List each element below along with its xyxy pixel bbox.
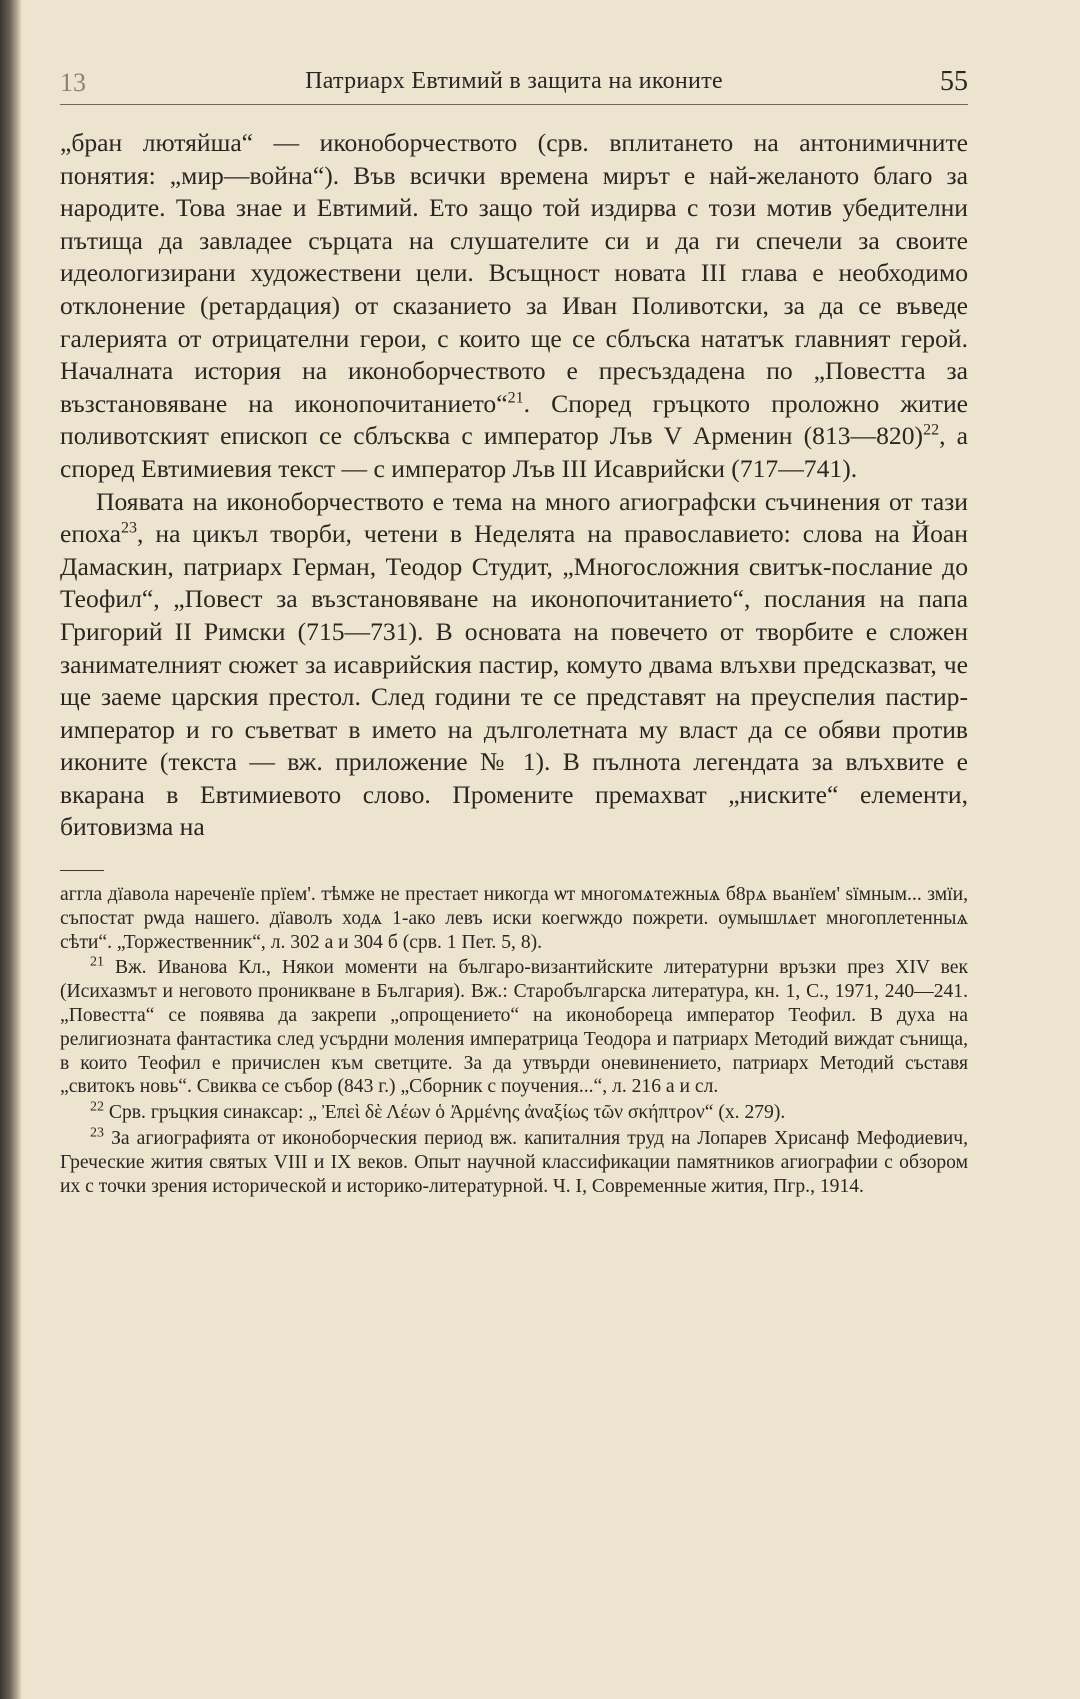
footnote-ref-23: 23 xyxy=(121,519,138,537)
page-number: 55 xyxy=(940,66,968,97)
running-title: Патриарх Евтимий в защита на иконите xyxy=(305,68,723,94)
footnotes xyxy=(60,883,968,1198)
facing-page-number: 13 xyxy=(60,68,86,97)
page-header xyxy=(60,60,968,105)
footnote-23: $^{23}$ За агиографията от иконоборческия период вж. капиталния труд на Лопарев Хрисанф Мефодиевич, Греческие жития святых VIII и IX веков. Опыт научной классификации памятников агиографии с обзором их с точки зрения исторической и историко-литературной. Ч. I, Современные жития, Пгр., 1914. xyxy=(60,1125,968,1197)
book-page xyxy=(60,60,968,1200)
paragraph-continued: „бран лютяйша“ — иконоборчеството (срв. вплитането на антонимичните понятия: „мир—война“). Във всички времена мирът е най-желаното благо за народите. Това знае и Евтимий. Ето защо той издирва с този мотив убедителни пътища да завладее сърцата на слушателите си и да ги спечели за своите идеологизирани художествени цели. Всъщност новата III глава е необходимо отклонение (ретардация) от сказанието за Иван Поливотски, за да се въведе галерията от отрицателни герои, с които ще се сблъска нататък главният герой. Началната история на иконоборчеството е пресъздадена по „Повестта за възстановяване на иконопочитанието“$^{21}$. Според гръцкото проложно житие поливотският епископ се сблъсква с император Лъв V Арменин (813—820)$^{22}$, а според Евтимиевия текст — с император Лъв III Исаврийски (717—741). xyxy=(60,128,968,483)
paragraph: Появата на иконоборчеството е тема на много агиографски съчинения от тази епоха$^{23}$, на цикъл творби, четени в Неделята на православието: слова на Йоан Дамаскин, патриарх Герман, Теодор Студит, „Многосложния свитък-послание до Теофил“, „Повест за възстановяване на иконопочитанието“, послания на папа Григорий II Римски (715—731). В основата на повечето от творбите е сложен занимателният сюжет за исаврийския пастир, комуто двама влъхви предсказват, че ще заеме царския престол. След години те се представят на преуспелия пастир-император и го съветват в името на дълголетната му власт да се обяви против иконите (текста — вж. приложение № 1). В пълнота легендата за влъхвите е вкарана в Евтимиевото слово. Промените премахват „ниските“ елементи, битовизма на xyxy=(60,486,968,842)
book-spine-shadow xyxy=(0,0,22,1699)
main-text xyxy=(60,127,968,844)
footnote-continuation: аггла дїавола нареченїе прїем'. тѣмже не престает никогда ѡт многомѧтежныѧ б8рѧ вьанїем' ѕїмным... змїи, съпостат рѡда нашего. дїаволъ ходѧ 1-ако левъ иски коегѡждо пожрети. оумышлѧет многоплетенныѧ сѣти“. „Торжественник“, л. 302 а и 304 б (срв. 1 Пет. 5, 8). xyxy=(60,884,968,953)
footnote-number: 23 xyxy=(90,1125,104,1141)
footnote-divider xyxy=(60,870,104,871)
footnote-ref-21: 21 xyxy=(507,389,524,407)
footnote-number: 21 xyxy=(90,954,104,970)
footnote-number: 22 xyxy=(90,1099,104,1115)
footnote-22: $^{22}$ Срв. гръцкия синаксар: „ Ἐπεὶ δὲ Λέων ὁ Ἀρμένης ἀναξίως τῶν σκήπτρον“ (х. 279). xyxy=(90,1099,786,1124)
footnote-21: $^{21}$ Вж. Иванова Кл., Някои моменти на българо-византийските литературни връзки през XIV век (Исихазмът и неговото проникване в България). Вж.: Старобългарска литература, кн. 1, С., 1971, 240—241. „Повестта“ се появява да закрепи „опрощението“ на иконобореца император Теофил. В духа на религиозната фантастика след усърдни моления императрица Теодора и патриарх Методий виждат сънища, в които Теофил е причислен към светците. За да утвърди оневинението, патриарх Методий съставя „свитокъ новь“. Свиква се събор (843 г.) „Сборник с поучения...“, л. 216 а и сл. xyxy=(60,954,968,1098)
footnote-ref-22: 22 xyxy=(923,421,940,439)
